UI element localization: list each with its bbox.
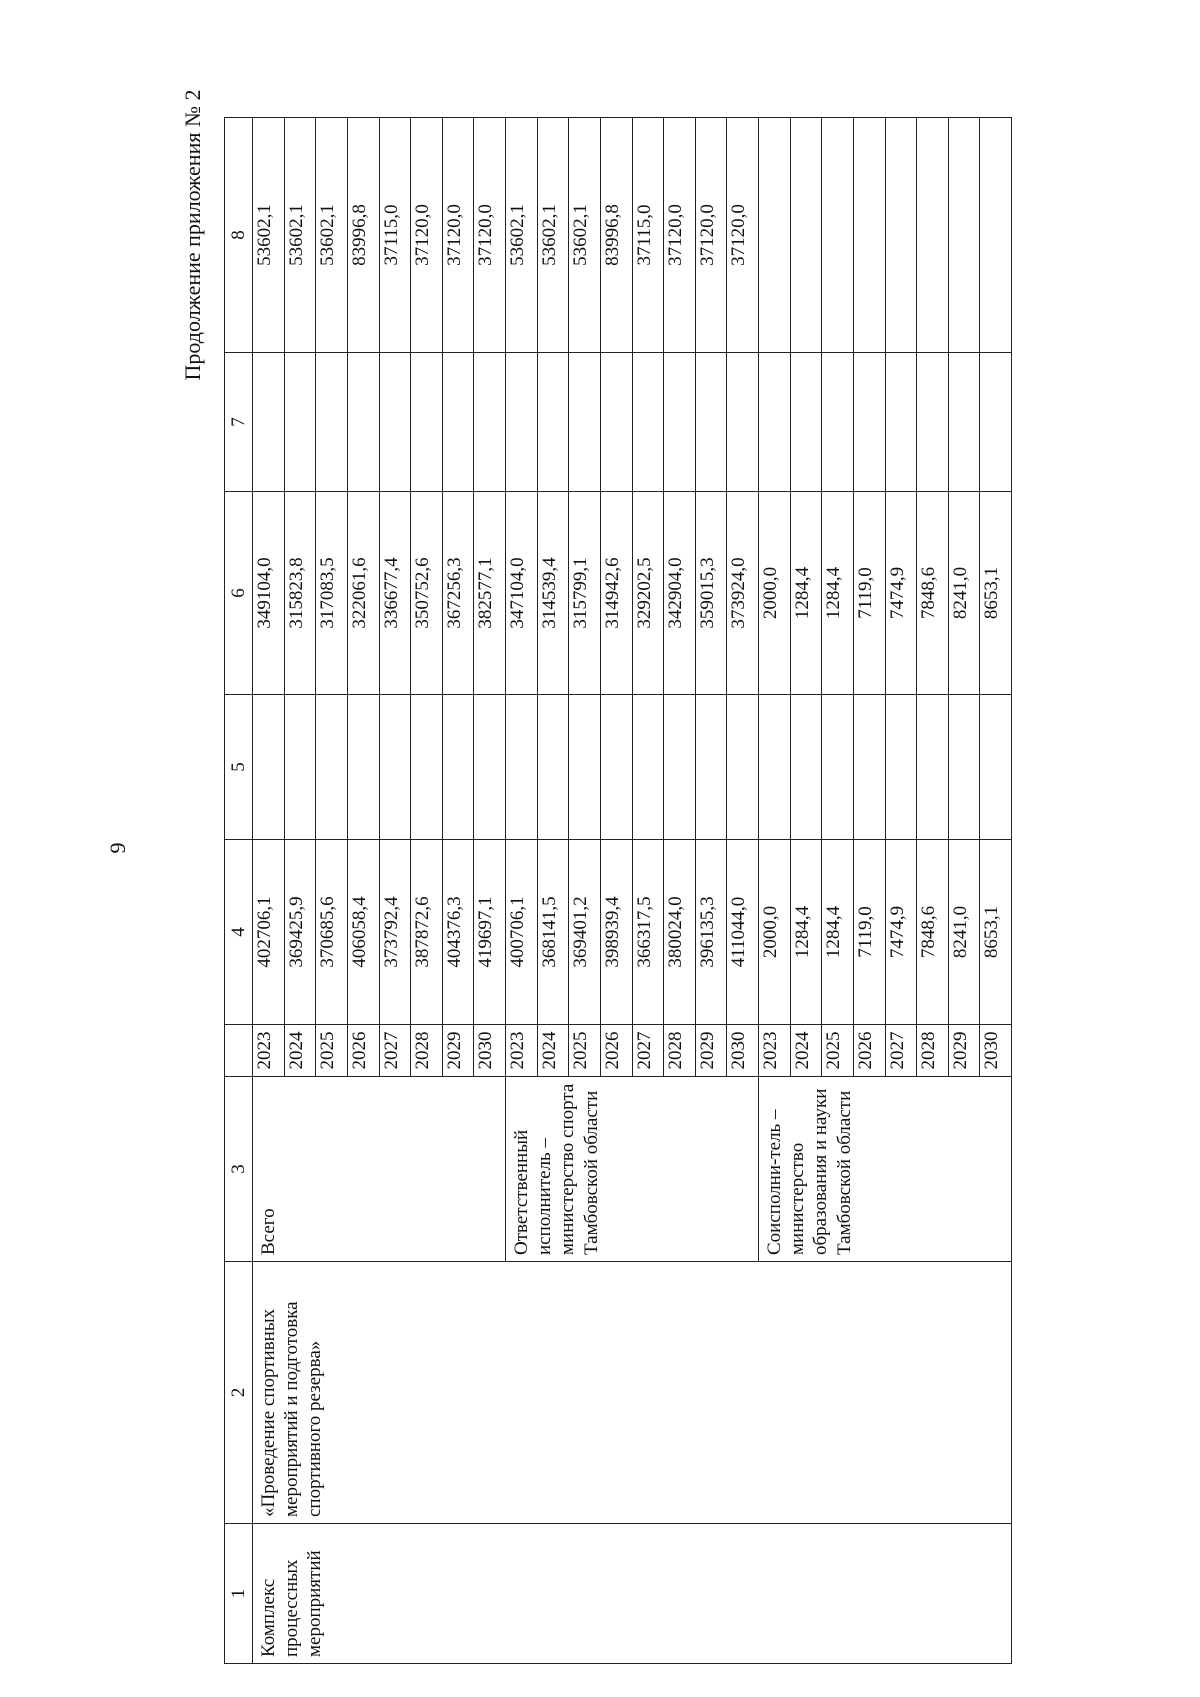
col6-cell: 342904,0	[664, 492, 696, 695]
col5-cell	[727, 695, 759, 840]
total-cell: 370685,6	[316, 840, 348, 1025]
col8-cell	[980, 118, 1012, 353]
col7-cell	[664, 353, 696, 492]
col5-cell	[569, 695, 601, 840]
year-cell: 2028	[411, 1025, 443, 1077]
col8-cell	[917, 118, 949, 353]
col7-cell	[474, 353, 506, 492]
col6-cell: 314942,6	[600, 492, 632, 695]
col5-cell	[917, 695, 949, 840]
year-cell: 2030	[474, 1025, 506, 1077]
col5-cell	[506, 695, 538, 840]
col-header-4: 4	[225, 840, 253, 1025]
col6-cell: 347104,0	[506, 492, 538, 695]
col8-cell	[790, 118, 822, 353]
col8-cell: 37120,0	[411, 118, 443, 353]
executor-label: Ответственный исполнитель – министерство спорта Тамбовской области	[506, 1077, 759, 1262]
col7-cell	[980, 353, 1012, 492]
year-cell: 2023	[253, 1025, 285, 1077]
total-cell: 406058,4	[347, 840, 379, 1025]
col-header-1: 1	[225, 1524, 253, 1664]
col5-cell	[537, 695, 569, 840]
col8-cell: 37120,0	[695, 118, 727, 353]
year-cell: 2024	[537, 1025, 569, 1077]
col7-cell	[347, 353, 379, 492]
col-header-2: 2	[225, 1262, 253, 1524]
col6-cell: 350752,6	[411, 492, 443, 695]
year-cell: 2025	[822, 1025, 854, 1077]
col6-cell: 7474,9	[885, 492, 917, 695]
year-cell: 2023	[759, 1025, 791, 1077]
complex-name: «Проведение спортивных мероприятий и подготовка спортивного резерва»	[253, 1262, 1012, 1524]
col8-cell: 37120,0	[442, 118, 474, 353]
col-header-3: 3	[225, 1077, 253, 1262]
col8-cell: 83996,8	[347, 118, 379, 353]
col6-cell: 322061,6	[347, 492, 379, 695]
col7-cell	[790, 353, 822, 492]
col5-cell	[442, 695, 474, 840]
table-body	[253, 118, 1012, 1664]
col7-cell	[253, 353, 285, 492]
col7-cell	[853, 353, 885, 492]
col-header-8: 8	[225, 118, 253, 353]
col8-cell: 37115,0	[632, 118, 664, 353]
complex-label: Комплекс процессных мероприятий	[253, 1524, 1012, 1664]
total-cell: 366317,5	[632, 840, 664, 1025]
col6-cell: 314539,4	[537, 492, 569, 695]
col6-cell: 336677,4	[379, 492, 411, 695]
col7-cell	[442, 353, 474, 492]
col5-cell	[632, 695, 664, 840]
total-cell: 7119,0	[853, 840, 885, 1025]
total-cell: 7848,6	[917, 840, 949, 1025]
total-cell: 419697,1	[474, 840, 506, 1025]
col5-cell	[411, 695, 443, 840]
col6-cell: 367256,3	[442, 492, 474, 695]
year-cell: 2029	[948, 1025, 980, 1077]
col8-cell: 53602,1	[284, 118, 316, 353]
total-cell: 387872,6	[411, 840, 443, 1025]
page-heading: Продолжение приложения № 2	[180, 89, 205, 381]
executor-label: Соисполни-тель – министерство образования и науки Тамбовской области	[759, 1077, 1012, 1262]
col7-cell	[506, 353, 538, 492]
col-header-year	[225, 1025, 253, 1077]
col6-cell: 8653,1	[980, 492, 1012, 695]
col7-cell	[632, 353, 664, 492]
year-cell: 2026	[600, 1025, 632, 1077]
col8-cell	[822, 118, 854, 353]
year-cell: 2023	[506, 1025, 538, 1077]
year-cell: 2024	[790, 1025, 822, 1077]
col7-cell	[759, 353, 791, 492]
col7-cell	[695, 353, 727, 492]
funding-table	[224, 117, 1012, 1664]
col8-cell	[948, 118, 980, 353]
col6-cell: 1284,4	[822, 492, 854, 695]
col8-cell: 37120,0	[474, 118, 506, 353]
col6-cell: 382577,1	[474, 492, 506, 695]
year-cell: 2028	[917, 1025, 949, 1077]
col7-cell	[917, 353, 949, 492]
col5-cell	[379, 695, 411, 840]
col8-cell: 53602,1	[253, 118, 285, 353]
total-cell: 2000,0	[759, 840, 791, 1025]
col7-cell	[948, 353, 980, 492]
col6-cell: 8241,0	[948, 492, 980, 695]
col7-cell	[284, 353, 316, 492]
col5-cell	[885, 695, 917, 840]
total-cell: 8653,1	[980, 840, 1012, 1025]
table-row	[253, 118, 285, 1664]
col7-cell	[569, 353, 601, 492]
col5-cell	[253, 695, 285, 840]
col-header-7: 7	[225, 353, 253, 492]
total-cell: 398939,4	[600, 840, 632, 1025]
col6-cell: 315823,8	[284, 492, 316, 695]
col7-cell	[411, 353, 443, 492]
col8-cell: 37120,0	[664, 118, 696, 353]
col5-cell	[790, 695, 822, 840]
total-cell: 396135,3	[695, 840, 727, 1025]
col8-cell	[759, 118, 791, 353]
col8-cell	[885, 118, 917, 353]
col5-cell	[664, 695, 696, 840]
col7-cell	[727, 353, 759, 492]
col6-cell: 315799,1	[569, 492, 601, 695]
year-cell: 2028	[664, 1025, 696, 1077]
year-cell: 2027	[885, 1025, 917, 1077]
year-cell: 2027	[632, 1025, 664, 1077]
year-cell: 2030	[727, 1025, 759, 1077]
col7-cell	[600, 353, 632, 492]
col6-cell: 373924,0	[727, 492, 759, 695]
col5-cell	[948, 695, 980, 840]
col8-cell	[853, 118, 885, 353]
total-cell: 7474,9	[885, 840, 917, 1025]
col5-cell	[316, 695, 348, 840]
total-cell: 368141,5	[537, 840, 569, 1025]
col6-cell: 7848,6	[917, 492, 949, 695]
col5-cell	[474, 695, 506, 840]
col5-cell	[980, 695, 1012, 840]
col-header-5: 5	[225, 695, 253, 840]
col5-cell	[759, 695, 791, 840]
total-cell: 411044,0	[727, 840, 759, 1025]
col5-cell	[822, 695, 854, 840]
total-cell: 400706,1	[506, 840, 538, 1025]
header-row	[225, 118, 253, 1664]
funding-table-container	[224, 118, 1012, 1664]
col-header-6: 6	[225, 492, 253, 695]
total-cell: 373792,4	[379, 840, 411, 1025]
col6-cell: 7119,0	[853, 492, 885, 695]
col7-cell	[822, 353, 854, 492]
page-number: 9	[105, 842, 130, 854]
year-cell: 2027	[379, 1025, 411, 1077]
total-cell: 369401,2	[569, 840, 601, 1025]
col7-cell	[885, 353, 917, 492]
col6-cell: 359015,3	[695, 492, 727, 695]
col8-cell: 53602,1	[569, 118, 601, 353]
total-cell: 1284,4	[822, 840, 854, 1025]
col5-cell	[853, 695, 885, 840]
year-cell: 2025	[316, 1025, 348, 1077]
col5-cell	[600, 695, 632, 840]
total-cell: 380024,0	[664, 840, 696, 1025]
col5-cell	[695, 695, 727, 840]
total-cell: 404376,3	[442, 840, 474, 1025]
col8-cell: 53602,1	[537, 118, 569, 353]
col8-cell: 53602,1	[506, 118, 538, 353]
year-cell: 2029	[442, 1025, 474, 1077]
total-cell: 1284,4	[790, 840, 822, 1025]
col8-cell: 83996,8	[600, 118, 632, 353]
col6-cell: 317083,5	[316, 492, 348, 695]
col6-cell: 349104,0	[253, 492, 285, 695]
year-cell: 2025	[569, 1025, 601, 1077]
col6-cell: 2000,0	[759, 492, 791, 695]
col6-cell: 1284,4	[790, 492, 822, 695]
total-cell: 8241,0	[948, 840, 980, 1025]
year-cell: 2024	[284, 1025, 316, 1077]
total-cell: 402706,1	[253, 840, 285, 1025]
col8-cell: 53602,1	[316, 118, 348, 353]
year-cell: 2030	[980, 1025, 1012, 1077]
col5-cell	[284, 695, 316, 840]
col7-cell	[316, 353, 348, 492]
year-cell: 2026	[347, 1025, 379, 1077]
col6-cell: 329202,5	[632, 492, 664, 695]
executor-label: Всего	[253, 1077, 506, 1262]
col8-cell: 37120,0	[727, 118, 759, 353]
col8-cell: 37115,0	[379, 118, 411, 353]
col5-cell	[347, 695, 379, 840]
year-cell: 2029	[695, 1025, 727, 1077]
col7-cell	[537, 353, 569, 492]
year-cell: 2026	[853, 1025, 885, 1077]
col7-cell	[379, 353, 411, 492]
total-cell: 369425,9	[284, 840, 316, 1025]
